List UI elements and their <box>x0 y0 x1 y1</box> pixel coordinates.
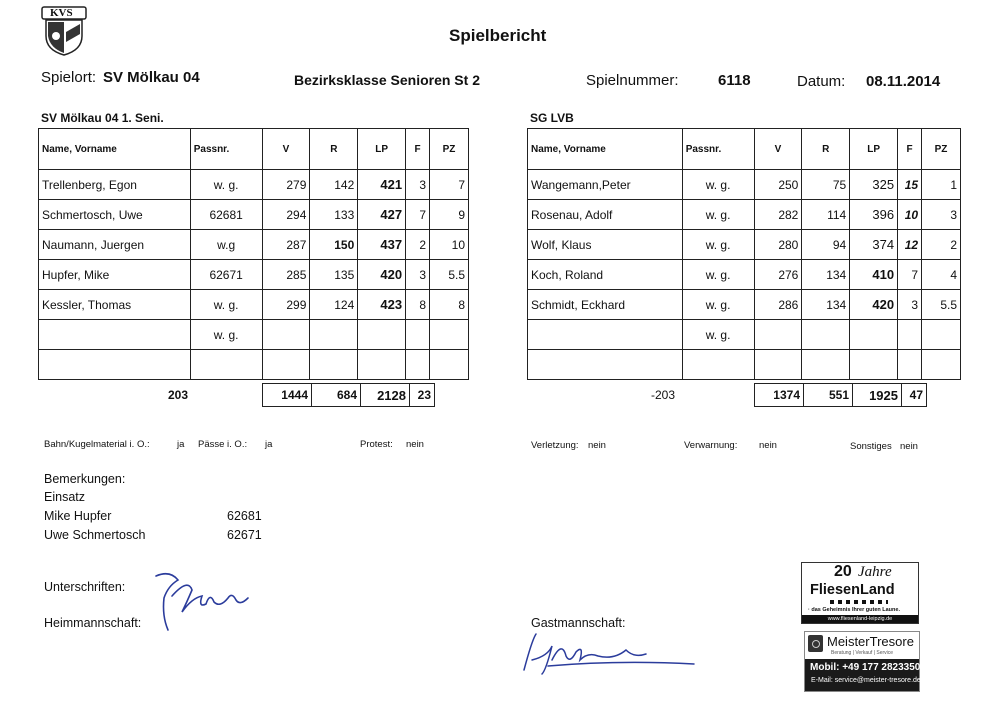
passnr: w. g. <box>682 260 754 290</box>
table-row <box>528 290 961 320</box>
table-row <box>39 320 469 350</box>
home-team-name: SV Mölkau 04 1. Seni. <box>41 111 164 125</box>
col-lp: LP <box>850 129 898 170</box>
table-row <box>528 230 961 260</box>
r-value <box>310 320 358 350</box>
v-value: 282 <box>754 200 802 230</box>
r-value: 75 <box>802 170 850 200</box>
bemerkungen-line: Einsatz <box>44 490 85 504</box>
ad2-tagline: Beratung | Verkauf | Service <box>831 650 894 656</box>
ad2-email: E-Mail: service@meister-tresore.de <box>811 677 921 684</box>
r-value: 142 <box>310 170 358 200</box>
table-row <box>39 290 469 320</box>
passnr: 62681 <box>190 200 262 230</box>
r-value: 150 <box>310 230 358 260</box>
f-value: 10 <box>898 200 922 230</box>
player-name: Wolf, Klaus <box>528 230 683 260</box>
home-totals <box>262 383 435 407</box>
ad1-jahre: 20 <box>834 563 852 580</box>
passnr: w. g. <box>682 170 754 200</box>
f-value: 15 <box>898 170 922 200</box>
f-value: 8 <box>406 290 430 320</box>
total-lp: 2128 <box>361 384 410 407</box>
table-row <box>528 170 961 200</box>
table-row <box>39 170 469 200</box>
passnr: w. g. <box>682 200 754 230</box>
lp-value: 421 <box>358 170 406 200</box>
passnr: w. g. <box>190 320 262 350</box>
table-row <box>528 350 961 380</box>
lp-value: 410 <box>850 260 898 290</box>
player-name: Trellenberg, Egon <box>39 170 191 200</box>
ad2-brand: MeisterTresore <box>827 634 914 649</box>
r-value: 124 <box>310 290 358 320</box>
table-row <box>528 320 961 350</box>
bahn-value: ja <box>177 439 185 450</box>
liga: Bezirksklasse Senioren St 2 <box>294 72 480 88</box>
col-f: F <box>406 129 430 170</box>
table-row <box>528 260 961 290</box>
r-value: 133 <box>310 200 358 230</box>
sonstiges-value: nein <box>900 441 918 452</box>
v-value: 299 <box>262 290 310 320</box>
player-name: Naumann, Juergen <box>39 230 191 260</box>
bahn-label: Bahn/Kugelmaterial i. O.: <box>44 439 150 450</box>
f-value: 3 <box>406 260 430 290</box>
lp-value <box>850 350 898 380</box>
page-title: Spielbericht <box>449 26 547 45</box>
lp-value: 374 <box>850 230 898 260</box>
pz-value: 7 <box>430 170 469 200</box>
verletzung-label: Verletzung: <box>531 440 579 451</box>
gast-label: Gastmannschaft: <box>531 616 626 630</box>
col-pz: PZ <box>430 129 469 170</box>
bemerkungen-name: Uwe Schmertosch <box>44 528 146 542</box>
spielort-label: Spielort: <box>41 69 97 86</box>
r-value <box>310 350 358 380</box>
lp-value <box>358 350 406 380</box>
fliesenland-ad <box>801 562 919 624</box>
col-passnr: Passnr. <box>682 129 754 170</box>
verletzung-value: nein <box>588 440 606 451</box>
player-name: Wangemann,Peter <box>528 170 683 200</box>
v-value: 287 <box>262 230 310 260</box>
col-name: Name, Vorname <box>528 129 683 170</box>
verwarnung-label: Verwarnung: <box>684 440 738 451</box>
table-row <box>39 200 469 230</box>
ad2-phone: Mobil: +49 177 2823350 <box>810 662 921 673</box>
total-lp: 1925 <box>853 384 902 407</box>
passnr <box>190 350 262 380</box>
kvs-logo <box>40 6 88 56</box>
r-value: 135 <box>310 260 358 290</box>
f-value <box>898 320 922 350</box>
col-f: F <box>898 129 922 170</box>
lp-value: 423 <box>358 290 406 320</box>
f-value <box>406 320 430 350</box>
pz-value: 10 <box>430 230 469 260</box>
ad1-jahre-word: Jahre <box>858 564 892 580</box>
table-row <box>39 260 469 290</box>
total-f: 23 <box>410 384 435 407</box>
f-value <box>898 350 922 380</box>
v-value <box>754 350 802 380</box>
f-value: 7 <box>406 200 430 230</box>
pz-value: 8 <box>430 290 469 320</box>
paesse-label: Pässe i. O.: <box>198 439 248 450</box>
v-value: 250 <box>754 170 802 200</box>
total-v: 1374 <box>755 384 804 407</box>
v-value <box>262 350 310 380</box>
ad1-brand: FliesenLand <box>810 582 895 598</box>
col-r: R <box>802 129 850 170</box>
guest-signature <box>518 630 708 683</box>
r-value: 134 <box>802 290 850 320</box>
col-pz: PZ <box>922 129 961 170</box>
passnr: w.g <box>190 230 262 260</box>
datum-label: Datum: <box>797 73 846 90</box>
home-total-label: 203 <box>168 388 189 402</box>
r-value <box>802 320 850 350</box>
home-table <box>38 128 469 380</box>
r-value <box>802 350 850 380</box>
logo-text: KVS <box>50 7 73 19</box>
r-value: 114 <box>802 200 850 230</box>
meistertresore-ad <box>804 631 920 692</box>
player-name: Kessler, Thomas <box>39 290 191 320</box>
player-name <box>528 320 683 350</box>
f-value: 12 <box>898 230 922 260</box>
guest-totals <box>754 383 927 407</box>
v-value <box>754 320 802 350</box>
passnr: w. g. <box>682 230 754 260</box>
player-name: Koch, Roland <box>528 260 683 290</box>
pz-value: 3 <box>922 200 961 230</box>
total-v: 1444 <box>263 384 312 407</box>
total-r: 551 <box>804 384 853 407</box>
sonstiges-label: Sonstiges <box>850 441 892 452</box>
safe-icon <box>808 635 823 652</box>
pz-value: 1 <box>922 170 961 200</box>
guest-team-name: SG LVB <box>530 111 574 125</box>
v-value: 285 <box>262 260 310 290</box>
unterschriften-label: Unterschriften: <box>44 580 126 594</box>
col-v: V <box>754 129 802 170</box>
passnr: w. g. <box>190 170 262 200</box>
bemerkungen-nr: 62681 <box>227 509 262 523</box>
pz-value <box>430 350 469 380</box>
ad1-slogan: · das Geheimnis Ihrer guten Laune. <box>808 607 900 613</box>
total-r: 684 <box>312 384 361 407</box>
f-value: 3 <box>406 170 430 200</box>
spielnummer-value: 6118 <box>718 72 751 89</box>
total-f: 47 <box>902 384 927 407</box>
table-row <box>39 230 469 260</box>
bemerkungen-name: Mike Hupfer <box>44 509 112 523</box>
paesse-value: ja <box>265 439 273 450</box>
verwarnung-value: nein <box>759 440 777 451</box>
checker-strip <box>830 600 888 604</box>
col-v: V <box>262 129 310 170</box>
pz-value <box>922 350 961 380</box>
player-name: Schmidt, Eckhard <box>528 290 683 320</box>
v-value: 276 <box>754 260 802 290</box>
f-value: 7 <box>898 260 922 290</box>
col-passnr: Passnr. <box>190 129 262 170</box>
f-value: 2 <box>406 230 430 260</box>
player-name: Rosenau, Adolf <box>528 200 683 230</box>
pz-value: 5.5 <box>922 290 961 320</box>
datum-value: 08.11.2014 <box>866 73 941 90</box>
protest-label: Protest: <box>360 439 393 450</box>
v-value: 280 <box>754 230 802 260</box>
passnr: 62671 <box>190 260 262 290</box>
pz-value: 2 <box>922 230 961 260</box>
lp-value: 325 <box>850 170 898 200</box>
passnr: w. g. <box>682 290 754 320</box>
bemerkungen-nr: 62671 <box>227 528 262 542</box>
protest-value: nein <box>406 439 424 450</box>
passnr <box>682 350 754 380</box>
heim-label: Heimmannschaft: <box>44 616 142 630</box>
pz-value <box>430 320 469 350</box>
pz-value: 5.5 <box>430 260 469 290</box>
player-name <box>39 350 191 380</box>
table-header <box>39 129 469 170</box>
col-name: Name, Vorname <box>39 129 191 170</box>
pz-value: 9 <box>430 200 469 230</box>
col-lp: LP <box>358 129 406 170</box>
r-value: 134 <box>802 260 850 290</box>
ad1-url: www.fliesenland-leipzig.de <box>802 615 918 623</box>
player-name <box>39 320 191 350</box>
guest-table <box>527 128 961 380</box>
spielnummer-label: Spielnummer: <box>586 72 679 89</box>
bemerkungen-label: Bemerkungen: <box>44 472 126 486</box>
f-value: 3 <box>898 290 922 320</box>
lp-value: 437 <box>358 230 406 260</box>
table-row <box>39 350 469 380</box>
lp-value: 420 <box>358 260 406 290</box>
lp-value <box>358 320 406 350</box>
passnr: w. g. <box>682 320 754 350</box>
r-value: 94 <box>802 230 850 260</box>
pz-value: 4 <box>922 260 961 290</box>
lp-value <box>850 320 898 350</box>
f-value <box>406 350 430 380</box>
spielort-value: SV Mölkau 04 <box>103 69 200 86</box>
pz-value <box>922 320 961 350</box>
player-name: Schmertosch, Uwe <box>39 200 191 230</box>
v-value: 294 <box>262 200 310 230</box>
lp-value: 427 <box>358 200 406 230</box>
table-header <box>528 129 961 170</box>
guest-total-label: -203 <box>651 388 676 402</box>
home-signature <box>148 568 258 643</box>
player-name <box>528 350 683 380</box>
table-row <box>528 200 961 230</box>
v-value: 286 <box>754 290 802 320</box>
passnr: w. g. <box>190 290 262 320</box>
v-value <box>262 320 310 350</box>
lp-value: 420 <box>850 290 898 320</box>
player-name: Hupfer, Mike <box>39 260 191 290</box>
lp-value: 396 <box>850 200 898 230</box>
col-r: R <box>310 129 358 170</box>
v-value: 279 <box>262 170 310 200</box>
